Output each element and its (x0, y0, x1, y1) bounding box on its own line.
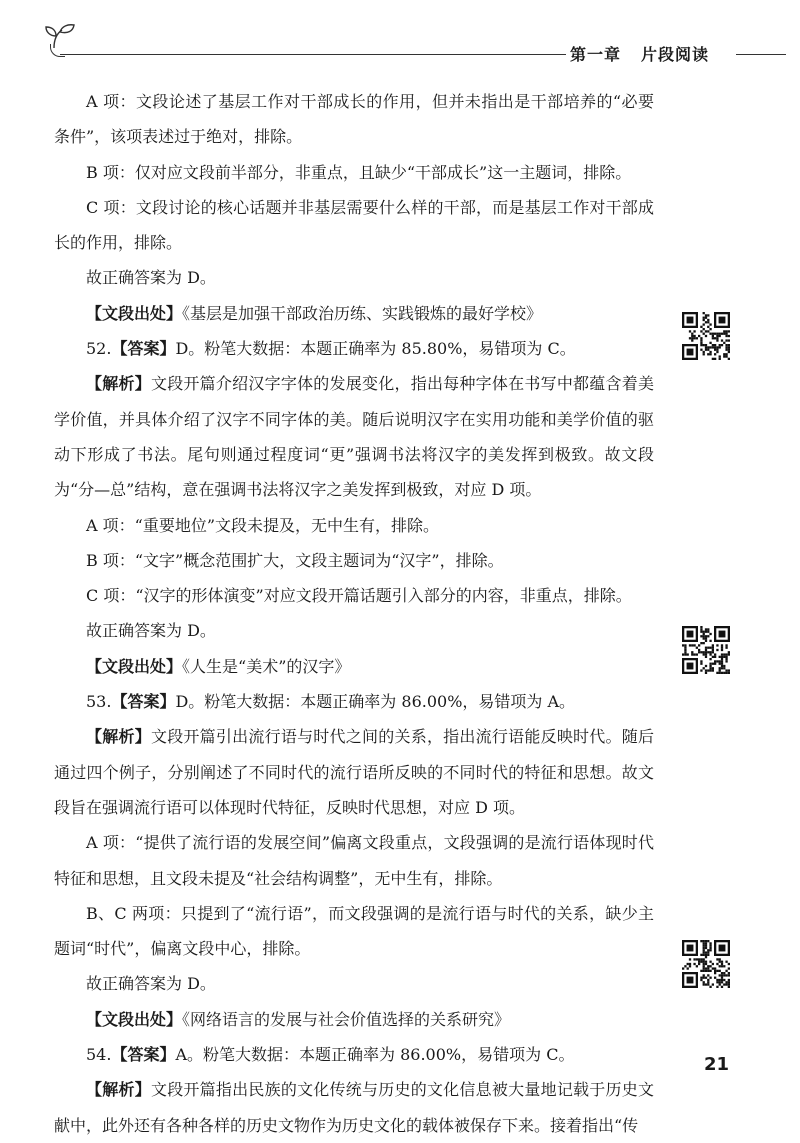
explanation-tag: 【解析】 (86, 1080, 151, 1100)
option-b-analysis: B 项：“文字”概念范围扩大，文段主题词为“汉字”，排除。 (86, 550, 504, 570)
correct-answer: 故正确答案为 D。 (86, 974, 216, 994)
option-bc-analysis: B、C 两项：只提到了“流行语”，而文段强调的是流行语与时代的关系，缺少主题词“时代”，偏离文段中心，排除。 (54, 903, 654, 959)
option-c-analysis: C 项：“汉字的形体演变”对应文段开篇话题引入部分的内容，非重点，排除。 (86, 586, 632, 606)
correct-answer: 故正确答案为 D。 (86, 621, 216, 641)
chapter-label: 第一章 (570, 44, 622, 64)
qr-code-54-icon[interactable] (682, 940, 730, 988)
option-a-analysis: A 项：“重要地位”文段未提及，无中生有，排除。 (86, 515, 440, 535)
page-body (54, 84, 654, 1143)
question-number: 53. (86, 692, 112, 712)
qr-pattern (682, 626, 730, 674)
source-tag: 【文段出处】 (86, 1009, 183, 1029)
question-number: 54. (86, 1045, 112, 1065)
explanation-53: 【解析】文段开篇引出流行语与时代之间的关系，指出流行语能反映时代。随后通过四个例子，分别阐述了不同时代的流行语所反映的不同时代的特征和思想。故文段旨在强调流行语可以体现时代特征，反映时代思想，对应 D 项。 (54, 727, 654, 817)
page-header (0, 0, 800, 70)
explanation-tag: 【解析】 (86, 374, 151, 394)
header-rule-curve (50, 44, 65, 57)
explanation-52: 【解析】文段开篇介绍汉字字体的发展变化，指出每种字体在书写中都蕴含着美学价值，并具体介绍了汉字不同字体的美。随后说明汉字在实用功能和美学价值的驱动下形成了书法。尾句则通过程度词“更”强调书法将汉字的美发挥到极致。故文段为“分—总”结构，意在强调书法将汉字之美发挥到极致，对应 D 项。 (54, 374, 654, 500)
question-number: 52. (86, 339, 112, 359)
answer-tag: 【答案】 (111, 692, 176, 712)
source-citation: 【文段出处】《网络语言的发展与社会价值选择的关系研究》 (86, 1009, 511, 1029)
section-label: 片段阅读 (641, 44, 710, 64)
header-rule-right (736, 54, 786, 55)
source-tag: 【文段出处】 (86, 656, 183, 676)
answer-52: 52.【答案】D。粉笔大数据：本题正确率为 85.80%，易错项为 C。 (86, 339, 576, 359)
source-citation: 【文段出处】《基层是加强干部政治历练、实践锻炼的最好学校》 (86, 303, 543, 323)
answer-tag: 【答案】 (111, 1045, 176, 1065)
option-b-analysis: B 项：仅对应文段前半部分，非重点，且缺少“干部成长”这一主题词，排除。 (86, 162, 632, 182)
option-a-analysis: A 项：“提供了流行语的发展空间”偏离文段重点，文段强调的是流行语体现时代特征和思想，且文段未提及“社会结构调整”，无中生有，排除。 (54, 833, 654, 888)
qr-code-52-icon[interactable] (682, 312, 730, 360)
page-number: 21 (704, 1054, 730, 1075)
option-c-analysis: C 项：文段讨论的核心话题并非基层需要什么样的干部，而是基层工作对干部成长的作用，排除。 (54, 197, 654, 253)
header-rule-left (60, 54, 566, 55)
answer-tag: 【答案】 (111, 339, 176, 359)
option-a-analysis: A 项：文段论述了基层工作对干部成长的作用，但并未指出是干部培养的“必要条件”，该项表述过于绝对，排除。 (54, 92, 654, 147)
source-tag: 【文段出处】 (86, 303, 183, 323)
qr-code-53-icon[interactable] (682, 626, 730, 674)
answer-54: 54.【答案】A。粉笔大数据：本题正确率为 86.00%，易错项为 C。 (86, 1045, 575, 1065)
explanation-54: 【解析】文段开篇指出民族的文化传统与历史的文化信息被大量地记载于历史文献中，此外还有各种各样的历史文物作为历史文化的载体被保存下来。接着指出“传 (54, 1080, 654, 1135)
qr-pattern (682, 940, 730, 988)
running-header (570, 40, 709, 66)
source-citation: 【文段出处】《人生是“美术”的汉字》 (86, 656, 351, 676)
qr-pattern (682, 312, 730, 360)
explanation-tag: 【解析】 (86, 727, 151, 747)
correct-answer: 故正确答案为 D。 (86, 268, 216, 288)
answer-53: 53.【答案】D。粉笔大数据：本题正确率为 86.00%，易错项为 A。 (86, 692, 576, 712)
